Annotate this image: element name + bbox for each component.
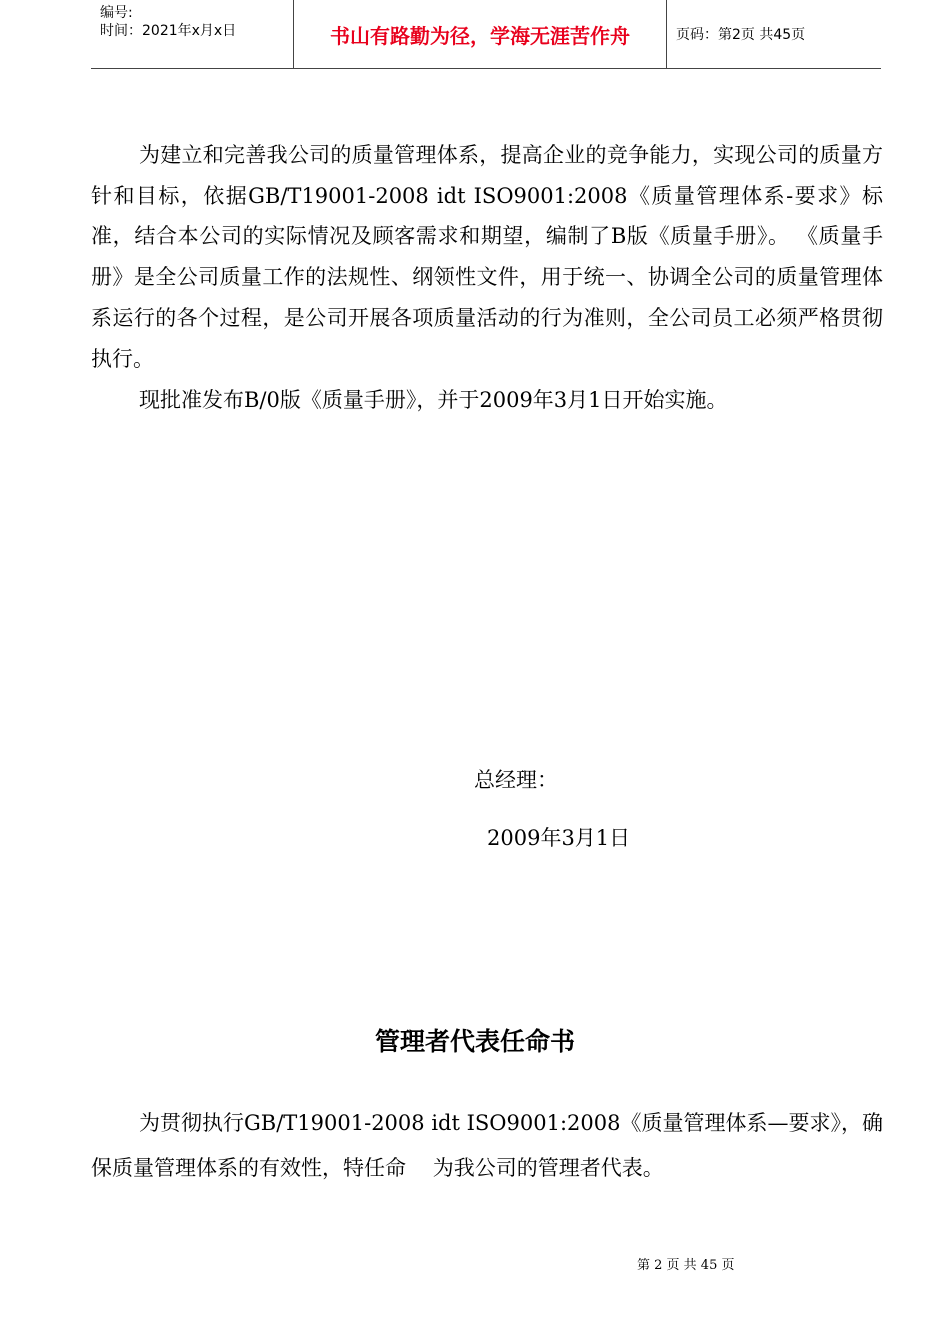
header-page-number: 页码：第2页 共45页 [676,27,806,43]
body-paragraph-2: 现批准发布B/0版《质量手册》，并于2009年3月1日开始实施。 [139,388,728,412]
page-header [91,0,881,69]
signature-date: 2009年3月1日 [487,826,631,850]
document-time-label: 时间：2021年x月x日 [100,23,237,39]
body-paragraph-1: 为建立和完善我公司的质量管理体系，提高企业的竞争能力，实现公司的质量方针和目标，依据GB/T19001-2008 idt ISO9001:2008《质量管理体系-要求》标准，结合本公司的实际情况及顾客需求和期望，编制了B版《质量手册》。 《质量手册》是全公司质量工作的法规性、纲领性文件，用于统一、协调全公司的质量管理体系运行的各个过程，是公司开展各项质量活动的行为准则，全公司员工必须严格贯彻执行。 [91,143,883,371]
motto-text: 书山有路勤为径，学海无涯苦作舟 [330,23,630,48]
header-info-cell [91,0,293,68]
page-footer: 第 2 页 共 45 页 [637,1258,735,1273]
section-title: 管理者代表任命书 [374,1027,575,1056]
header-motto [294,0,666,68]
body-paragraph-3: 为贯彻执行GB/T19001-2008 idt ISO9001:2008《质量管理体系—要求》，确保质量管理体系的有效性，特任命 为我公司的管理者代表。 [91,1111,883,1180]
document-number-label: 编号: [100,5,133,21]
header-page-cell [667,0,881,68]
signature-title: 总经理： [474,768,558,792]
